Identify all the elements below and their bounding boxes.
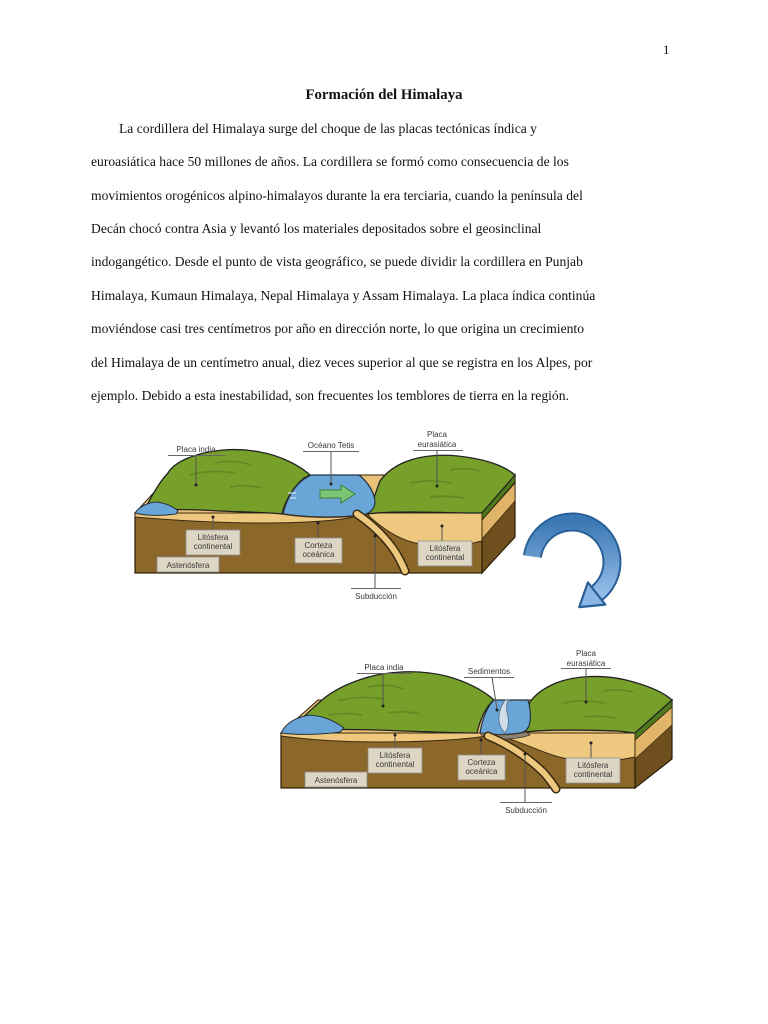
label-placa-india: Placa india: [364, 663, 404, 672]
label-subduccion: Subducción: [505, 806, 547, 815]
document-title: Formación del Himalaya: [305, 87, 463, 103]
label-astenosfera: Astenósfera: [166, 561, 210, 570]
pointer-dot: [436, 485, 439, 488]
paragraph-line: del Himalaya de un centímetro anual, diez veces superior al que se registra en los Alpes, por: [91, 354, 593, 370]
pointer-dot: [524, 753, 527, 756]
label-corteza: Corteza: [304, 541, 333, 550]
pointer-dot: [374, 535, 377, 538]
figure-subduction-collision: [278, 643, 678, 823]
label-continental: continental: [375, 760, 415, 769]
pointer-dot: [330, 483, 333, 486]
pointer-dot: [441, 525, 444, 528]
label-oceanica: oceánica: [302, 550, 335, 559]
label-placa: Placa: [575, 649, 597, 658]
label-sedimentos: Sedimentos: [467, 667, 511, 676]
label-litosfera: Litósfera: [577, 761, 609, 770]
paragraph-line: ejemplo. Debido a esta inestabilidad, son frecuentes los temblores de tierra en la región.: [91, 388, 569, 404]
label-continental: continental: [573, 770, 613, 779]
paragraph-line: indogangético. Desde el punto de vista geográfico, se puede dividir la cordillera en Punjab: [91, 254, 583, 270]
sequence-arrow: [520, 506, 635, 618]
label-corteza: Corteza: [467, 758, 496, 767]
paragraph-line: moviéndose casi tres centímetros por año en dirección norte, lo que origina un crecimiento: [91, 321, 584, 337]
label-placa-india: Placa india: [176, 445, 216, 454]
label-oceano-tetis: Océano Tetis: [307, 441, 355, 450]
pointer-dot: [496, 709, 499, 712]
pointer-dot: [480, 739, 483, 742]
pointer-dot: [212, 516, 215, 519]
pointer-dot: [382, 705, 385, 708]
label-continental: continental: [425, 553, 465, 562]
label-placa: Placa: [426, 430, 448, 439]
label-continental: continental: [193, 542, 233, 551]
figure-subduction-before-collision: [130, 425, 520, 605]
label-eurasiatica: eurasiática: [417, 440, 457, 449]
paragraph-line: Himalaya, Kumaun Himalaya, Nepal Himalaya y Assam Himalaya. La placa índica continúa: [91, 287, 596, 303]
body-paragraph: [91, 112, 701, 413]
paragraph-line: euroasiática hace 50 millones de años. La cordillera se formó como consecuencia de los: [91, 154, 569, 170]
pointer-dot: [394, 734, 397, 737]
label-subduccion: Subducción: [355, 592, 397, 601]
label-oceanica: oceánica: [465, 767, 498, 776]
label-eurasiatica: eurasiática: [566, 659, 606, 668]
curved-arrow-icon: [532, 522, 612, 607]
paragraph-line: movimientos orogénicos alpino-himalayos durante la era terciaria, cuando la península del: [91, 187, 583, 203]
label-astenosfera: Astenósfera: [314, 776, 358, 785]
pointer-dot: [585, 701, 588, 704]
page-number: 1: [663, 42, 670, 57]
pointer-dot: [317, 522, 320, 525]
pointer-dot: [590, 742, 593, 745]
callout-astenosfera: [305, 772, 367, 787]
callout-astenosfera: [157, 557, 219, 572]
label-litosfera: Litósfera: [197, 533, 229, 542]
pointer-dot: [195, 484, 198, 487]
paragraph-line: Decán chocó contra Asia y levantó los materiales depositados sobre el geosinclinal: [91, 221, 542, 237]
paragraph-line: La cordillera del Himalaya surge del choque de las placas tectónicas índica y: [119, 120, 537, 136]
indian-landmass: [144, 450, 310, 514]
curved-arrow-body: [532, 522, 612, 594]
label-litosfera: Litósfera: [429, 544, 461, 553]
label-litosfera: Litósfera: [379, 751, 411, 760]
